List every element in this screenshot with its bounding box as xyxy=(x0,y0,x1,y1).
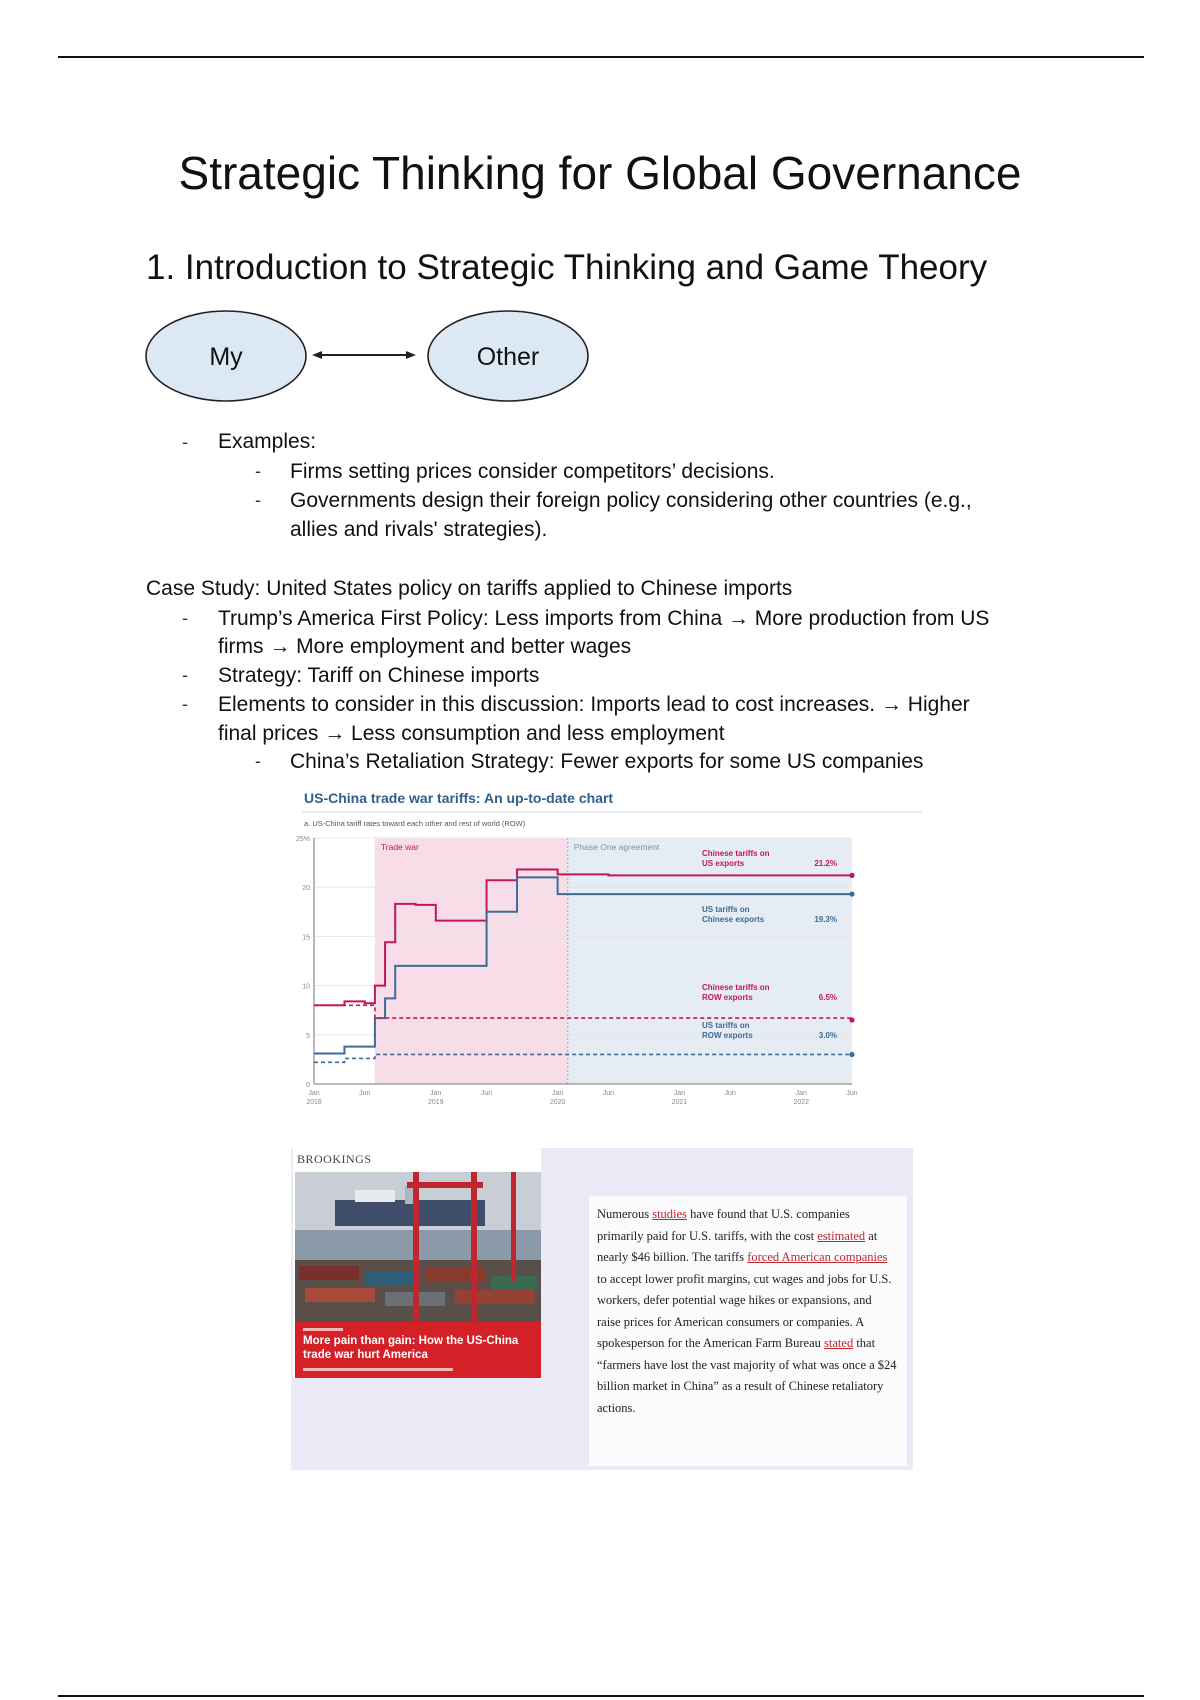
article-byline xyxy=(303,1368,453,1371)
my-node-label: My xyxy=(209,343,243,371)
x-tick-label: Jun xyxy=(480,1090,493,1097)
series-endpoint xyxy=(849,1017,854,1022)
x-tick-label: Jan xyxy=(673,1090,686,1097)
y-tick-label: 5 xyxy=(306,1032,310,1040)
article-headline: More pain than gain: How the US-China trade war hurt America xyxy=(303,1335,519,1361)
x-tick-year: 2020 xyxy=(549,1099,566,1106)
tariff-chart xyxy=(292,786,924,1142)
series-value-label: 21.2% xyxy=(814,859,837,868)
bullet-dash: - xyxy=(182,608,188,628)
example-item: Firms setting prices consider competitors’ decisions. xyxy=(290,460,775,483)
article-excerpt xyxy=(597,1204,897,1419)
series-name-label: US tariffs on xyxy=(702,1021,750,1030)
x-tick-label: Jun xyxy=(846,1090,858,1097)
series-name-label: Chinese tariffs on xyxy=(702,849,770,858)
article-excerpt-box xyxy=(589,1196,907,1466)
series-endpoint xyxy=(849,891,854,896)
other-node-label: Other xyxy=(476,343,540,371)
arrow-head-left xyxy=(312,351,322,359)
y-tick-label: 20 xyxy=(302,885,310,893)
chart-title: US-China trade war tariffs: An up-to-date chart xyxy=(304,790,614,806)
player-diagram xyxy=(144,308,594,404)
container-port-photo xyxy=(295,1172,541,1322)
series-name-label: US tariffs on xyxy=(702,905,750,914)
bullet-dash: - xyxy=(255,751,261,771)
case-study-line: China’s Retaliation Strategy: Fewer exports for some US companies xyxy=(290,750,924,773)
bullet-dash: - xyxy=(255,490,261,510)
x-tick-label: Jan xyxy=(308,1090,320,1097)
bullet-dash: - xyxy=(255,461,261,481)
bullet-dash: - xyxy=(182,694,188,714)
series-value-label: 6.5% xyxy=(818,993,837,1002)
article-text: that “farmers have lost the vast majority of what was once a $24 billion market in China” as a result of Chinese retaliatory actions. xyxy=(597,1336,897,1415)
x-tick-label: Jan xyxy=(430,1090,442,1097)
series-endpoint xyxy=(849,873,854,878)
article-text: to accept lower profit margins, cut wages and jobs for U.S. workers, defer potential wage hikes or expansions, and raise prices for American consumers or companies. A spokesperson for the American Farm Bureau xyxy=(597,1271,892,1350)
headline-band xyxy=(295,1322,541,1378)
period-shade xyxy=(375,838,568,1084)
series-value-label: 3.0% xyxy=(818,1031,837,1040)
article-link[interactable]: estimated xyxy=(817,1228,866,1243)
bullet-dash: - xyxy=(182,432,188,452)
document-title: Strategic Thinking for Global Governance xyxy=(178,147,1022,199)
x-tick-label: Jun xyxy=(359,1090,371,1097)
x-tick-label: Jan xyxy=(551,1090,564,1097)
article-link[interactable]: stated xyxy=(824,1336,854,1350)
article-kicker xyxy=(303,1328,343,1331)
series-name-label: Chinese tariffs on xyxy=(702,983,770,992)
case-study-line: Elements to consider in this discussion: Imports lead to cost increases. → Higher xyxy=(218,693,970,716)
x-tick-year: 2022 xyxy=(793,1099,810,1106)
section-title: 1. Introduction to Strategic Thinking and Game Theory xyxy=(146,248,988,287)
y-tick-label: 25% xyxy=(295,836,310,843)
y-tick-label: 15 xyxy=(302,934,310,942)
article-thumbnail[interactable] xyxy=(293,1148,541,1378)
bullet-dash: - xyxy=(182,665,188,685)
series-name-label: ROW exports xyxy=(702,1031,753,1040)
x-tick-year: 2021 xyxy=(671,1099,688,1106)
tariff-chart-svg xyxy=(292,786,924,1142)
x-tick-year: 2019 xyxy=(428,1099,444,1106)
series-name-label: ROW exports xyxy=(702,993,753,1002)
x-tick-label: Jan xyxy=(795,1090,807,1097)
y-tick-label: 10 xyxy=(302,983,310,991)
period-label: Trade war xyxy=(380,842,419,852)
case-study-heading: Case Study: United States policy on tariffs applied to Chinese imports xyxy=(146,577,793,600)
example-item: Governments design their foreign policy considering other countries (e.g., xyxy=(290,489,972,512)
y-tick-label: 0 xyxy=(306,1082,310,1089)
arrow-head-right xyxy=(406,351,416,359)
series-endpoint xyxy=(849,1052,854,1057)
bottom-rule xyxy=(58,1695,1144,1697)
case-study-line: final prices → Less consumption and less employment xyxy=(218,722,725,745)
chart-subtitle: a. US-China tariff rates toward each other and rest of world (ROW) xyxy=(304,819,526,828)
article-link[interactable]: forced American companies xyxy=(747,1250,888,1264)
top-rule xyxy=(58,56,1144,58)
case-study-line: Strategy: Tariff on Chinese imports xyxy=(218,664,540,687)
period-label: Phase One agreement xyxy=(573,842,660,852)
x-tick-year: 2018 xyxy=(306,1099,322,1106)
series-name-label: US exports xyxy=(702,859,745,868)
x-tick-label: Jun xyxy=(724,1090,736,1097)
article-link[interactable]: studies xyxy=(652,1207,687,1221)
brookings-article xyxy=(291,1148,913,1470)
example-item-continued: allies and rivals' strategies). xyxy=(290,518,548,541)
x-tick-label: Jun xyxy=(602,1090,615,1097)
article-text: Numerous xyxy=(597,1207,653,1221)
series-value-label: 19.3% xyxy=(814,915,837,924)
case-study-line: firms → More employment and better wages xyxy=(218,635,632,658)
series-name-label: Chinese exports xyxy=(702,915,765,924)
article-text: have found that U.S. companies primarily paid for U.S. tariffs, with the cost xyxy=(597,1207,850,1243)
article-text: at nearly $46 billion. The tariffs xyxy=(597,1228,878,1264)
case-study-line: Trump’s America First Policy: Less imports from China → More production from US xyxy=(218,607,990,630)
brookings-logo: BROOKINGS xyxy=(297,1152,372,1166)
examples-heading: Examples: xyxy=(218,430,317,453)
